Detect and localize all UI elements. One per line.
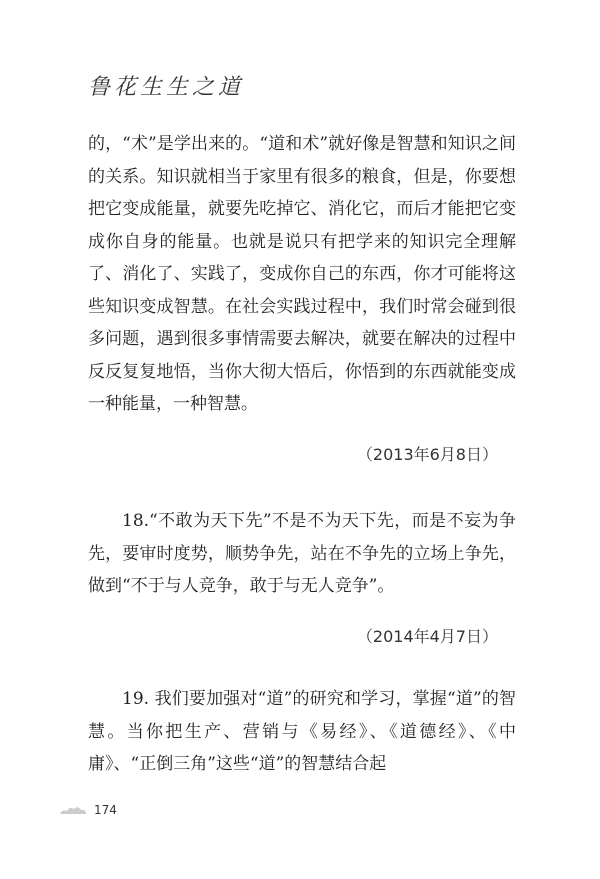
paragraph-continuation: 的，“术”是学出来的。“道和术”就好像是智慧和知识之间的关系。知识就相当于家里有很多的粮食，但是，你要想把它变成能量，就要先吃掉它、消化它，而后才能把它变成你自身的能量。也就是说只有把学来的知识完全理解了、消化了、实践了，变成你自己的东西，你才可能将这些知识变成智慧。在社会实践过程中，我们时常会碰到很多问题，遇到很多事情需要去解决，就要在解决的过程中反反复复地悟，当你大彻大悟后，你悟到的东西就能变成一种能量，一种智慧。: [88, 134, 516, 414]
date-note-1: （2013年6月8日）: [356, 445, 498, 464]
paragraph-item-18: 18.“不敢为天下先”不是不为天下先，而是不妄为争先，要审时度势，顺势争先，站在不争先的立场上争先，做到“不于与人竞争，敢于与无人竞争”。: [88, 511, 516, 596]
page-footer: [58, 803, 117, 817]
cloud-icon: [58, 803, 88, 817]
date-note-2: （2014年4月7日）: [356, 627, 498, 646]
paragraph-item-19: 19. 我们要加强对“道”的研究和学习，掌握“道”的智慧。当你把生产、营销与《易经》、《道德经》、《中庸》、“正倒三角”这些“道”的智慧结合起: [88, 689, 516, 774]
page-number: 174: [94, 803, 117, 817]
book-title: 鲁花生生之道: [88, 75, 245, 100]
